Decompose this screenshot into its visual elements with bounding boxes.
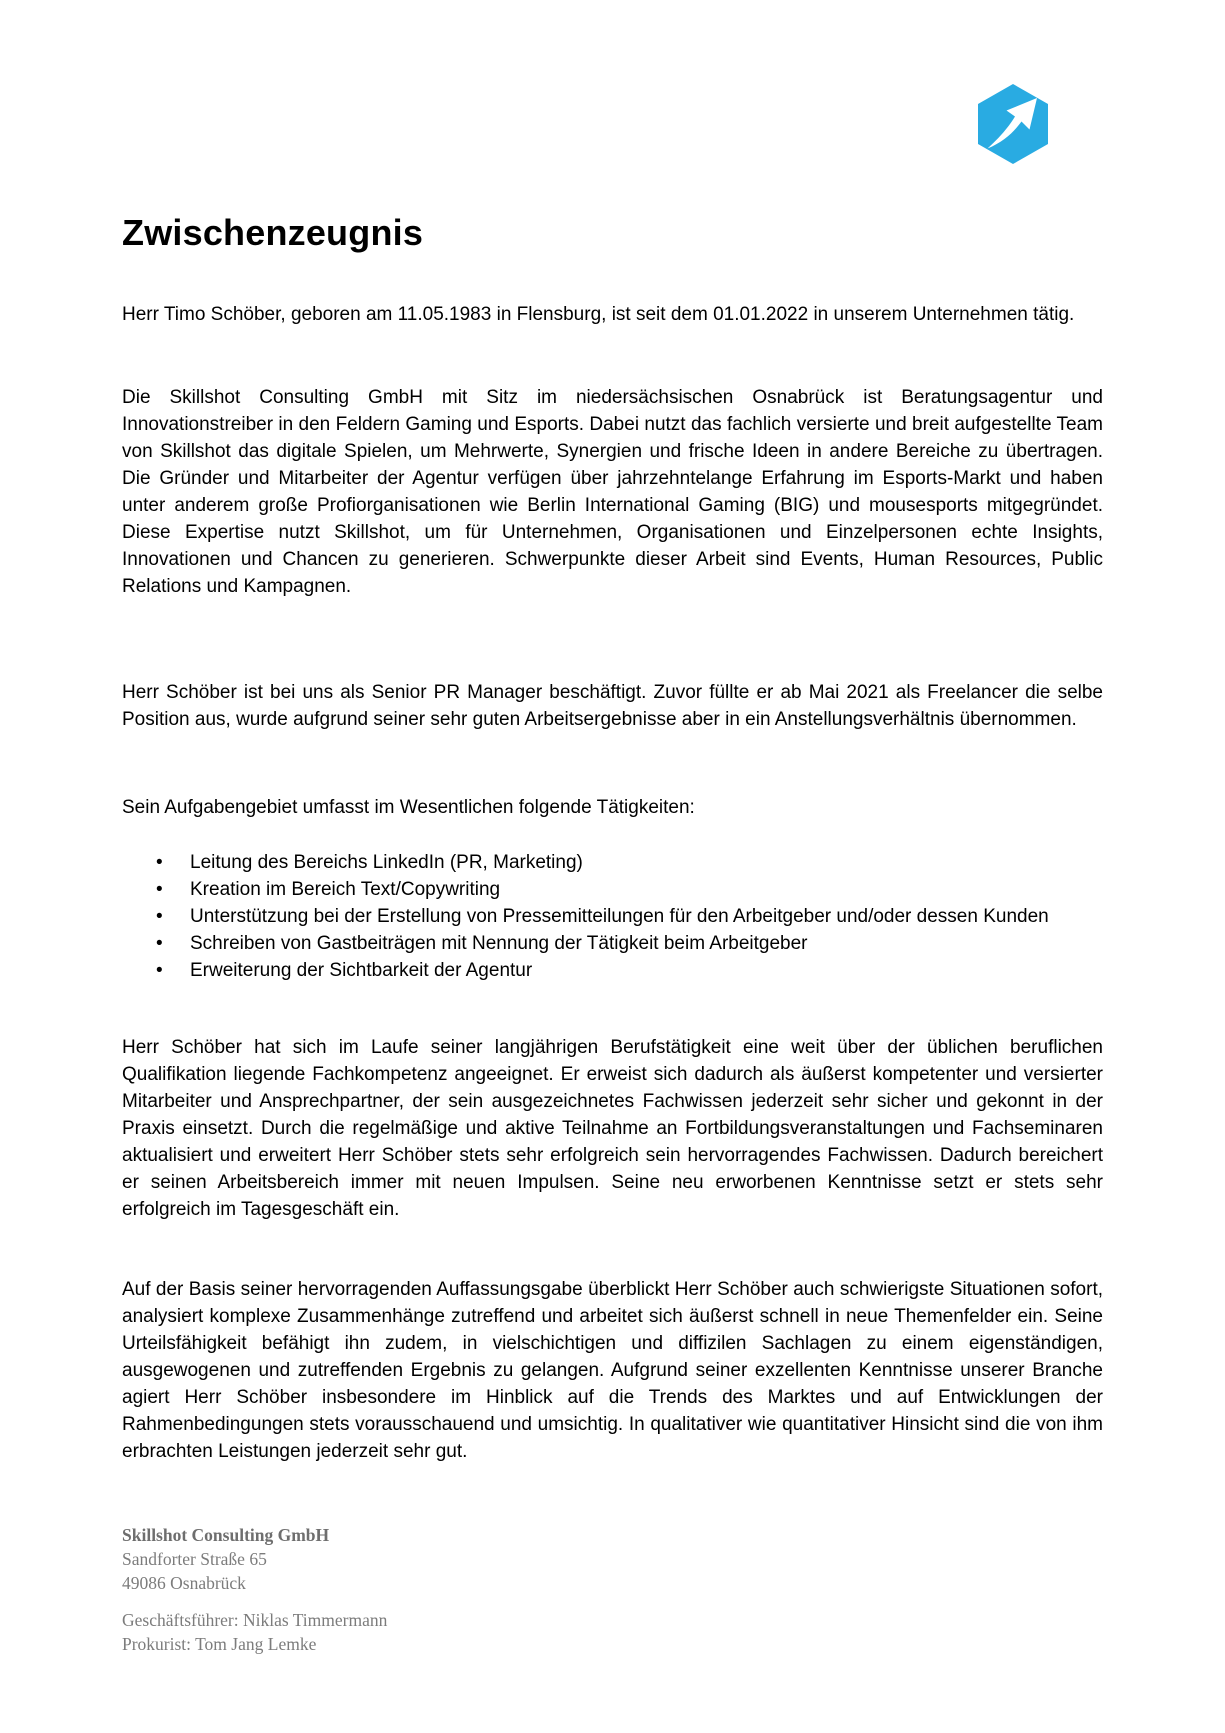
hexagon-arrow-logo <box>978 84 1048 164</box>
footer-management <box>122 1608 1103 1656</box>
task-item: • Schreiben von Gastbeiträgen mit Nennung der Tätigkeit beim Arbeitgeber <box>122 930 1103 957</box>
footer-authorized-officer: Prokurist: Tom Jang Lemke <box>122 1634 317 1654</box>
task-item: • Kreation im Bereich Text/Copywriting <box>122 876 1103 903</box>
tasks-list <box>122 849 1103 984</box>
footer-address <box>122 1523 1103 1595</box>
footer-company-name: Skillshot Consulting GmbH <box>122 1525 330 1545</box>
task-item: • Erweiterung der Sichtbarkeit der Agentur <box>122 957 1103 984</box>
footer-street: Sandforter Straße 65 <box>122 1549 267 1569</box>
tasks-intro: Sein Aufgabengebiet umfasst im Wesentlichen folgende Tätigkeiten: <box>122 797 695 818</box>
task-item: • Unterstützung bei der Erstellung von Pressemitteilungen für den Arbeitgeber und/oder dessen Kunden <box>122 903 1103 930</box>
task-item: • Leitung des Bereichs LinkedIn (PR, Marketing) <box>122 849 1103 876</box>
page-title: Zwischenzeugnis <box>122 212 424 253</box>
paragraph-company: Die Skillshot Consulting GmbH mit Sitz im niedersächsischen Osnabrück ist Beratungsagentur und Innovationstreiber in den Feldern Gaming und Esports. Dabei nutzt das fachlich versierte und breit aufgestellte Team von Skillshot das digitale Spielen, um Mehrwerte, Synergien und frische Ideen in andere Bereiche zu übertragen. Die Gründer und Mitarbeiter der Agentur verfügen über jahrzehntelange Erfahrung im Esports-Markt und haben unter anderem große Profiorganisationen wie Berlin International Gaming (BIG) und mousesports mitgegründet. Diese Expertise nutzt Skillshot, um für Unternehmen, Organisationen und Einzelpersonen echte Insights, Innovationen und Chancen zu generieren. Schwerpunkte dieser Arbeit sind Events, Human Resources, Public Relations und Kampagnen. <box>122 387 1103 597</box>
paragraph-competence: Herr Schöber hat sich im Laufe seiner langjährigen Berufstätigkeit eine weit über der üblichen beruflichen Qualifikation liegende Fachkompetenz angeeignet. Er erweist sich dadurch als äußerst kompetenter und versierter Mitarbeiter und Ansprechpartner, der sein ausgezeichnetes Fachwissen jederzeit sehr sicher und gekonnt in der Praxis einsetzt. Durch die regelmäßige und aktive Teilnahme an Fortbildungsveranstaltungen und Fachseminaren aktualisiert und erweitert Herr Schöber stets sehr erfolgreich sein hervorragendes Fachwissen. Dadurch bereichert er seinen Arbeitsbereich immer mit neuen Impulsen. Seine neu erworbenen Kenntnisse setzt er stets sehr erfolgreich im Tagesgeschäft ein. <box>122 1037 1103 1220</box>
hexagon-arrow-logo-svg <box>978 84 1048 164</box>
footer-managing-director: Geschäftsführer: Niklas Timmermann <box>122 1610 388 1630</box>
paragraph-performance: Auf der Basis seiner hervorragenden Auffassungsgabe überblickt Herr Schöber auch schwierigste Situationen sofort, analysiert komplexe Zusammenhänge zutreffend und arbeitet sich äußerst schnell in neue Themenfelder ein. Seine Urteilsfähigkeit befähigt ihn zudem, in vielschichtigen und diffizilen Sachlagen zu einem eigenständigen, ausgewogenen und zutreffenden Ergebnis zu gelangen. Aufgrund seiner exzellenten Kenntnisse unserer Branche agiert Herr Schöber insbesondere im Hinblick auf die Trends des Marktes und auf Entwicklungen der Rahmenbedingungen stets vorausschauend und umsichtig. In qualitativer wie quantitativer Hinsicht sind die von ihm erbrachten Leistungen jederzeit sehr gut. <box>122 1279 1103 1462</box>
footer-city: 49086 Osnabrück <box>122 1573 246 1593</box>
paragraph-intro: Herr Timo Schöber, geboren am 11.05.1983 in Flensburg, ist seit dem 01.01.2022 in unserem Unternehmen tätig. <box>122 304 1075 325</box>
paragraph-position: Herr Schöber ist bei uns als Senior PR Manager beschäftigt. Zuvor füllte er ab Mai 2021 als Freelancer die selbe Position aus, wurde aufgrund seiner sehr guten Arbeitsergebnisse aber in ein Anstellungsverhältnis übernommen. <box>122 682 1103 730</box>
